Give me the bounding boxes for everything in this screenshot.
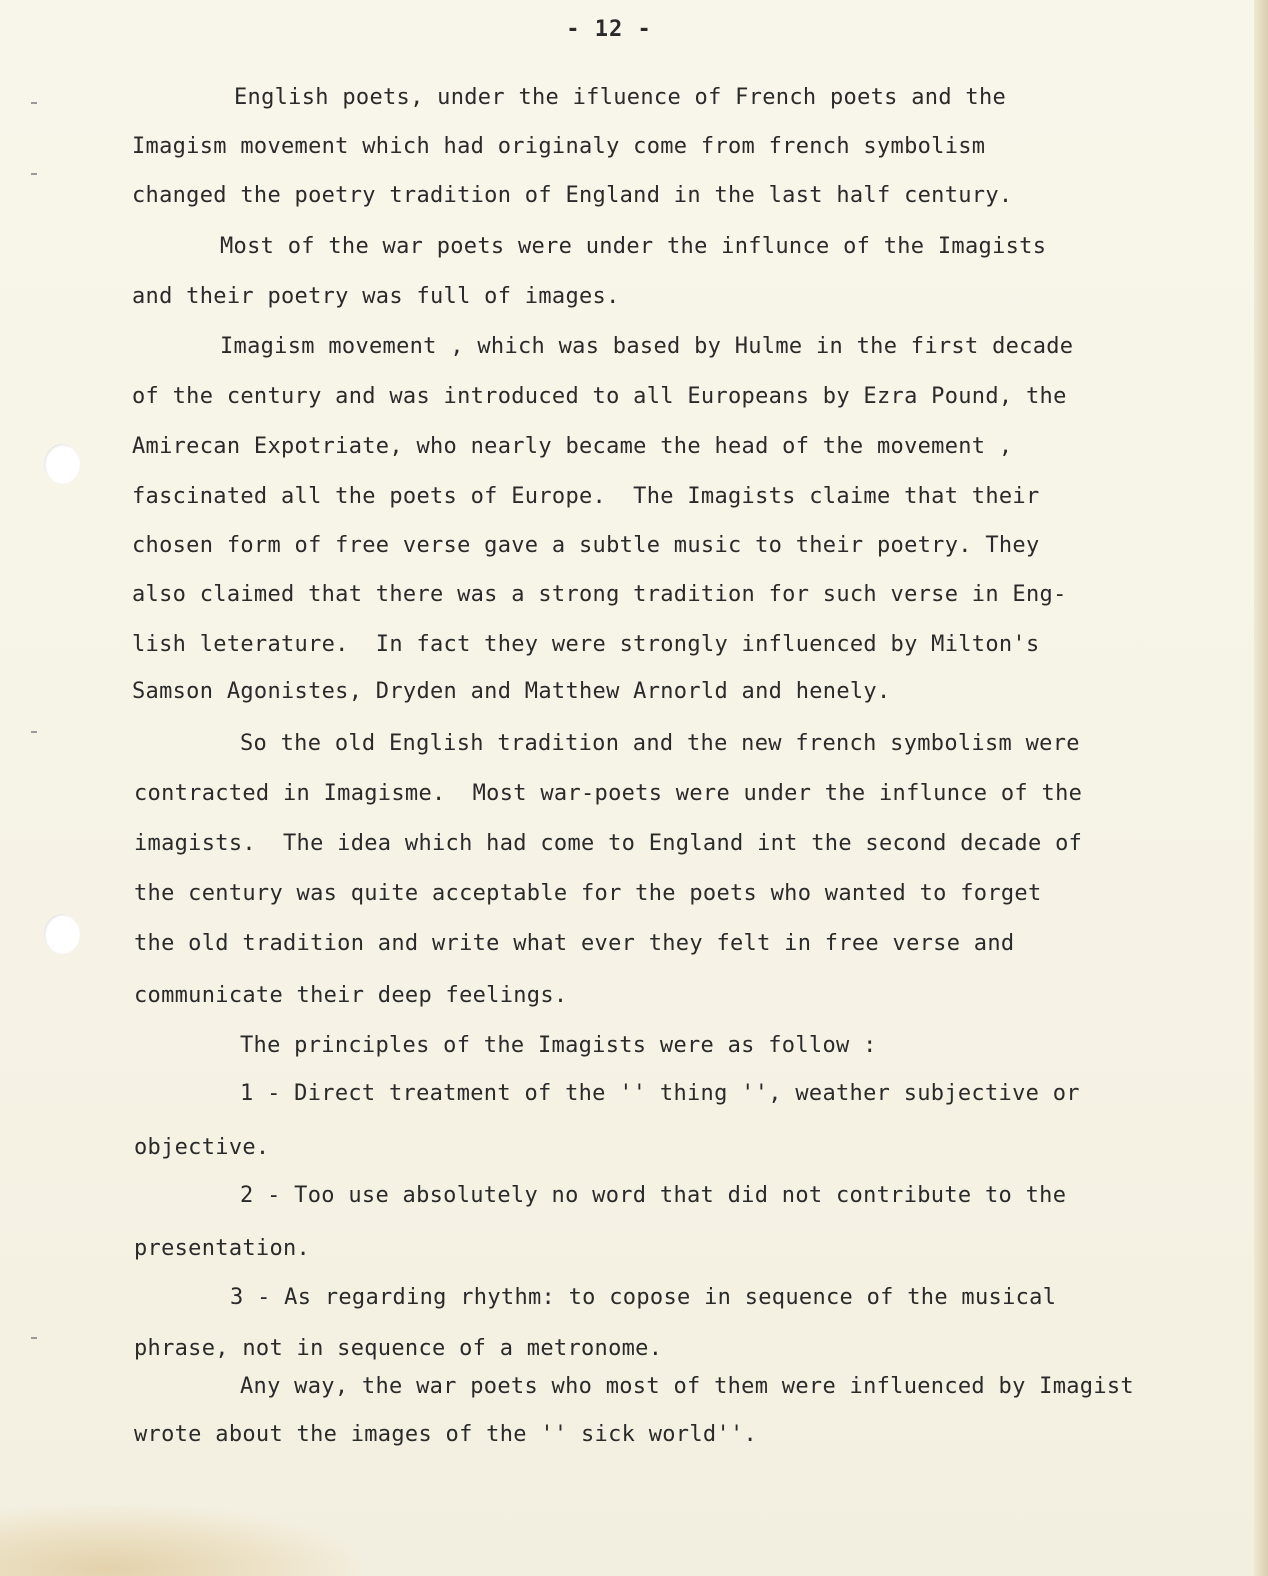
punch-hole-top: [44, 444, 80, 484]
text-line: objective.: [134, 1135, 270, 1160]
text-line: 1 - Direct treatment of the '' thing '', weather subjective or: [240, 1081, 1080, 1106]
text-line: changed the poetry tradition of England in the last half century.: [132, 183, 1013, 208]
text-line: The principles of the Imagists were as follow :: [240, 1033, 877, 1058]
text-line: lish leterature. In fact they were strongly influenced by Milton's: [132, 632, 1040, 657]
margin-mark: [31, 1337, 37, 1339]
margin-mark: [31, 731, 37, 733]
text-line: So the old English tradition and the new french symbolism were: [240, 731, 1080, 756]
text-line: chosen form of free verse gave a subtle music to their poetry. They: [132, 533, 1040, 558]
text-line: communicate their deep feelings.: [134, 983, 568, 1008]
text-line: the century was quite acceptable for the poets who wanted to forget: [134, 881, 1042, 906]
page-number: - 12 -: [566, 17, 652, 42]
text-line: also claimed that there was a strong tradition for such verse in Eng-: [132, 582, 1067, 607]
page-edge: [1254, 0, 1268, 1576]
text-line: fascinated all the poets of Europe. The Imagists claime that their: [132, 484, 1040, 509]
text-line: presentation.: [134, 1236, 311, 1261]
text-line: Most of the war poets were under the influnce of the Imagists: [220, 234, 1047, 259]
text-line: English poets, under the ifluence of French poets and the: [234, 85, 1007, 110]
text-line: Samson Agonistes, Dryden and Matthew Arnorld and henely.: [132, 679, 891, 704]
text-line: Imagism movement , which was based by Hulme in the first decade: [220, 334, 1074, 359]
text-line: contracted in Imagisme. Most war-poets were under the influnce of the: [134, 781, 1083, 806]
text-line: Any way, the war poets who most of them were influenced by Imagist: [240, 1374, 1134, 1399]
text-line: 2 - Too use absolutely no word that did not contribute to the: [240, 1183, 1067, 1208]
text-line: 3 - As regarding rhythm: to copose in sequence of the musical: [230, 1285, 1057, 1310]
paper-stain: [0, 1506, 360, 1576]
text-line: phrase, not in sequence of a metronome.: [134, 1336, 663, 1361]
text-line: wrote about the images of the '' sick world''.: [134, 1422, 758, 1447]
text-line: Imagism movement which had originaly come from french symbolism: [132, 134, 986, 159]
text-line: Amirecan Expotriate, who nearly became the head of the movement ,: [132, 434, 1013, 459]
margin-mark: [31, 173, 37, 175]
text-line: the old tradition and write what ever they felt in free verse and: [134, 931, 1015, 956]
punch-hole-bottom: [44, 914, 80, 954]
margin-mark: [31, 102, 37, 104]
text-line: of the century and was introduced to all Europeans by Ezra Pound, the: [132, 384, 1067, 409]
text-line: and their poetry was full of images.: [132, 284, 620, 309]
text-line: imagists. The idea which had come to England int the second decade of: [134, 831, 1083, 856]
